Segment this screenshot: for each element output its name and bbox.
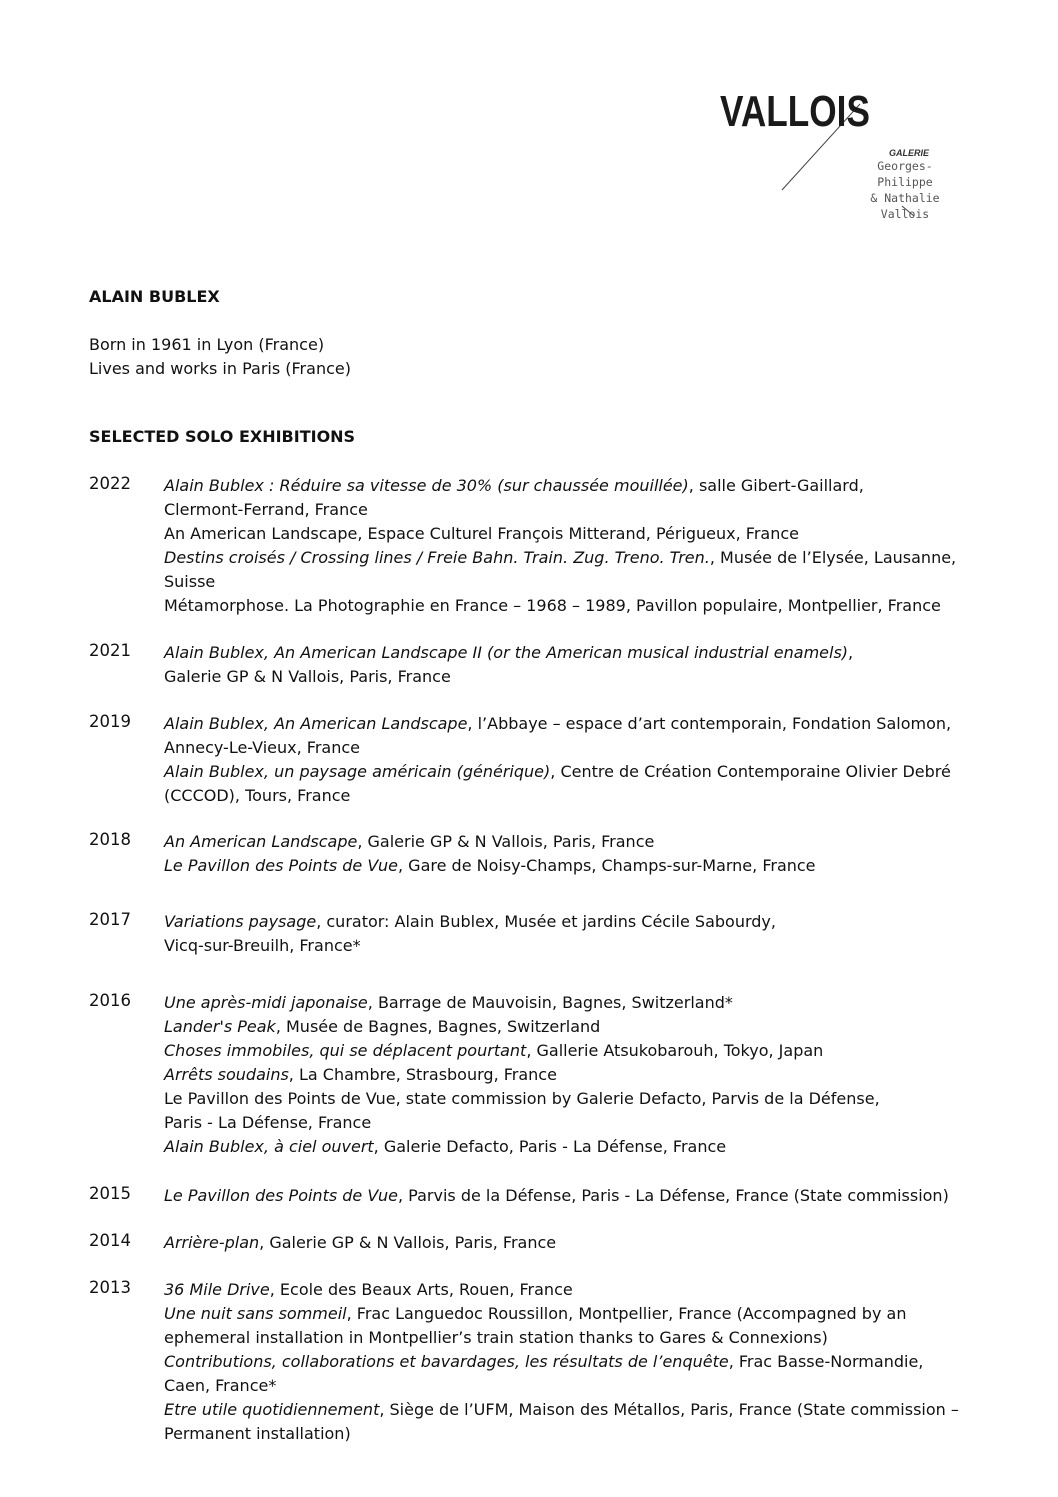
year-label: 2018 bbox=[89, 830, 131, 849]
exhibition-line bbox=[164, 934, 994, 958]
exhibition-title: Destins croisés / Crossing lines / Freie Bahn. Train. Zug. Treno. Tren. bbox=[164, 548, 710, 567]
exhibition-details: , Galerie GP & N Vallois, Paris, France bbox=[259, 1233, 557, 1252]
exhibition-line bbox=[164, 991, 994, 1015]
exhibition-line bbox=[164, 1302, 994, 1326]
exhibition-entry bbox=[164, 474, 994, 618]
exhibition-entry bbox=[164, 1278, 994, 1446]
exhibition-title: Variations paysage bbox=[164, 912, 317, 931]
exhibition-entry bbox=[164, 910, 994, 958]
exhibition-line bbox=[164, 1063, 994, 1087]
exhibition-title: Une nuit sans sommeil bbox=[164, 1304, 347, 1323]
exhibition-line bbox=[164, 498, 994, 522]
exhibition-details: Métamorphose. La Photographie en France – 1968 – 1989, Pavillon populaire, Montpellier, France bbox=[164, 596, 941, 615]
exhibition-details: , Musée de l’Elysée, Lausanne, bbox=[709, 548, 957, 567]
logo-owner-names bbox=[850, 158, 960, 222]
exhibition-title: Contributions, collaborations et bavardages, les résultats de l’enquête bbox=[164, 1352, 729, 1371]
section-title: SELECTED SOLO EXHIBITIONS bbox=[89, 427, 356, 446]
year-label: 2015 bbox=[89, 1184, 131, 1203]
exhibition-line bbox=[164, 594, 994, 618]
exhibition-line bbox=[164, 1135, 994, 1159]
exhibition-details: , Centre de Création Contemporaine Olivier Debré bbox=[550, 762, 951, 781]
exhibition-line bbox=[164, 712, 994, 736]
gallery-logo bbox=[700, 80, 1020, 260]
exhibition-details: , Frac Languedoc Roussillon, Montpellier, France (Accompagned by an bbox=[346, 1304, 907, 1323]
exhibition-line bbox=[164, 1422, 994, 1446]
exhibition-details: (CCCOD), Tours, France bbox=[164, 786, 351, 805]
artist-bio bbox=[89, 333, 351, 381]
exhibition-details: , Gare de Noisy-Champs, Champs-sur-Marne, France bbox=[398, 856, 816, 875]
exhibition-line bbox=[164, 474, 994, 498]
exhibition-details: Vicq-sur-Breuilh, France* bbox=[164, 936, 361, 955]
exhibition-line bbox=[164, 1326, 994, 1350]
exhibition-line bbox=[164, 546, 994, 570]
exhibition-title: Le Pavillon des Points de Vue bbox=[164, 856, 398, 875]
exhibition-entry bbox=[164, 991, 994, 1159]
exhibition-title: Alain Bublex, An American Landscape bbox=[164, 714, 468, 733]
exhibition-line bbox=[164, 1015, 994, 1039]
exhibition-title: 36 Mile Drive bbox=[164, 1280, 270, 1299]
logo-line: & Nathalie bbox=[870, 191, 940, 205]
exhibition-line bbox=[164, 760, 994, 784]
exhibition-line bbox=[164, 736, 994, 760]
exhibition-details: Suisse bbox=[164, 572, 216, 591]
exhibition-details: , Barrage de Mauvoisin, Bagnes, Switzerland* bbox=[367, 993, 733, 1012]
year-label: 2019 bbox=[89, 712, 131, 731]
exhibition-details: , l’Abbaye – espace d’art contemporain, Fondation Salomon, bbox=[467, 714, 952, 733]
exhibition-details: Clermont-Ferrand, France bbox=[164, 500, 368, 519]
exhibition-title: Alain Bublex, à ciel ouvert bbox=[164, 1137, 374, 1156]
exhibition-line bbox=[164, 1111, 994, 1135]
exhibition-details: , Musée de Bagnes, Bagnes, Switzerland bbox=[275, 1017, 601, 1036]
exhibition-title: Une après-midi japonaise bbox=[164, 993, 368, 1012]
exhibition-line bbox=[164, 1231, 994, 1255]
artist-name: ALAIN BUBLEX bbox=[89, 287, 220, 306]
exhibition-entry bbox=[164, 1184, 994, 1208]
exhibition-details: Paris - La Défense, France bbox=[164, 1113, 372, 1132]
exhibition-line bbox=[164, 830, 994, 854]
exhibition-line bbox=[164, 1087, 994, 1111]
exhibition-details: , Galerie GP & N Vallois, Paris, France bbox=[357, 832, 655, 851]
exhibition-line bbox=[164, 1278, 994, 1302]
exhibition-details: Annecy-Le-Vieux, France bbox=[164, 738, 361, 757]
exhibition-details: An American Landscape, Espace Culturel François Mitterand, Périgueux, France bbox=[164, 524, 800, 543]
exhibition-title: Alain Bublex, An American Landscape II (or the American musical industrial enamels) bbox=[164, 643, 849, 662]
year-label: 2021 bbox=[89, 641, 131, 660]
exhibition-details: Permanent installation) bbox=[164, 1424, 351, 1443]
bio-line: Lives and works in Paris (France) bbox=[89, 359, 351, 378]
exhibition-details: Le Pavillon des Points de Vue, state commission by Galerie Defacto, Parvis de la Défense, bbox=[164, 1089, 880, 1108]
exhibition-title: An American Landscape bbox=[164, 832, 358, 851]
exhibition-details: , Frac Basse-Normandie, bbox=[728, 1352, 924, 1371]
exhibition-title: Alain Bublex, un paysage américain (générique) bbox=[164, 762, 551, 781]
exhibition-details: , Ecole des Beaux Arts, Rouen, France bbox=[269, 1280, 573, 1299]
exhibition-details: , salle Gibert-Gaillard, bbox=[688, 476, 864, 495]
exhibition-entry bbox=[164, 830, 994, 878]
exhibition-details: Galerie GP & N Vallois, Paris, France bbox=[164, 667, 451, 686]
bio-line: Born in 1961 in Lyon (France) bbox=[89, 335, 325, 354]
exhibition-line bbox=[164, 854, 994, 878]
exhibition-line bbox=[164, 784, 994, 808]
year-label: 2017 bbox=[89, 910, 131, 929]
exhibition-title: Arrêts soudains bbox=[164, 1065, 289, 1084]
exhibition-line bbox=[164, 1350, 994, 1374]
exhibition-entry bbox=[164, 1231, 994, 1255]
exhibition-title: Lander's Peak bbox=[164, 1017, 276, 1036]
logo-wordmark: VALLOIS bbox=[720, 87, 870, 136]
exhibition-line bbox=[164, 570, 994, 594]
exhibition-details: , curator: Alain Bublex, Musée et jardins Cécile Sabourdy, bbox=[316, 912, 776, 931]
exhibition-details: , bbox=[848, 643, 854, 662]
exhibition-title: Alain Bublex : Réduire sa vitesse de 30% (sur chaussée mouillée) bbox=[164, 476, 689, 495]
exhibition-details: Caen, France* bbox=[164, 1376, 277, 1395]
exhibition-details: , La Chambre, Strasbourg, France bbox=[288, 1065, 557, 1084]
exhibition-details: , Siège de l’UFM, Maison des Métallos, Paris, France (State commission – bbox=[379, 1400, 959, 1419]
year-label: 2013 bbox=[89, 1278, 131, 1297]
exhibition-line bbox=[164, 1039, 994, 1063]
exhibition-line bbox=[164, 641, 994, 665]
year-label: 2016 bbox=[89, 991, 131, 1010]
logo-galerie-label: GALERIE bbox=[888, 148, 929, 158]
exhibition-line bbox=[164, 522, 994, 546]
exhibition-title: Etre utile quotidiennement bbox=[164, 1400, 380, 1419]
exhibition-line bbox=[164, 1398, 994, 1422]
exhibition-line bbox=[164, 665, 994, 689]
exhibition-title: Choses immobiles, qui se déplacent pourtant bbox=[164, 1041, 527, 1060]
year-label: 2022 bbox=[89, 474, 131, 493]
logo-line: Vallois bbox=[880, 207, 930, 221]
exhibition-line bbox=[164, 1374, 994, 1398]
exhibition-line bbox=[164, 1184, 994, 1208]
exhibition-line bbox=[164, 910, 994, 934]
exhibition-details: , Parvis de la Défense, Paris - La Défense, France (State commission) bbox=[398, 1186, 949, 1205]
year-label: 2014 bbox=[89, 1231, 131, 1250]
exhibition-title: Le Pavillon des Points de Vue bbox=[164, 1186, 398, 1205]
exhibition-details: , Gallerie Atsukobarouh, Tokyo, Japan bbox=[526, 1041, 824, 1060]
logo-line: Georges-Philippe bbox=[877, 159, 933, 189]
exhibition-entry bbox=[164, 712, 994, 808]
exhibition-title: Arrière-plan bbox=[164, 1233, 260, 1252]
exhibition-details: ephemeral installation in Montpellier’s train station thanks to Gares & Connexions) bbox=[164, 1328, 828, 1347]
exhibition-entry bbox=[164, 641, 994, 689]
exhibition-details: , Galerie Defacto, Paris - La Défense, France bbox=[373, 1137, 727, 1156]
